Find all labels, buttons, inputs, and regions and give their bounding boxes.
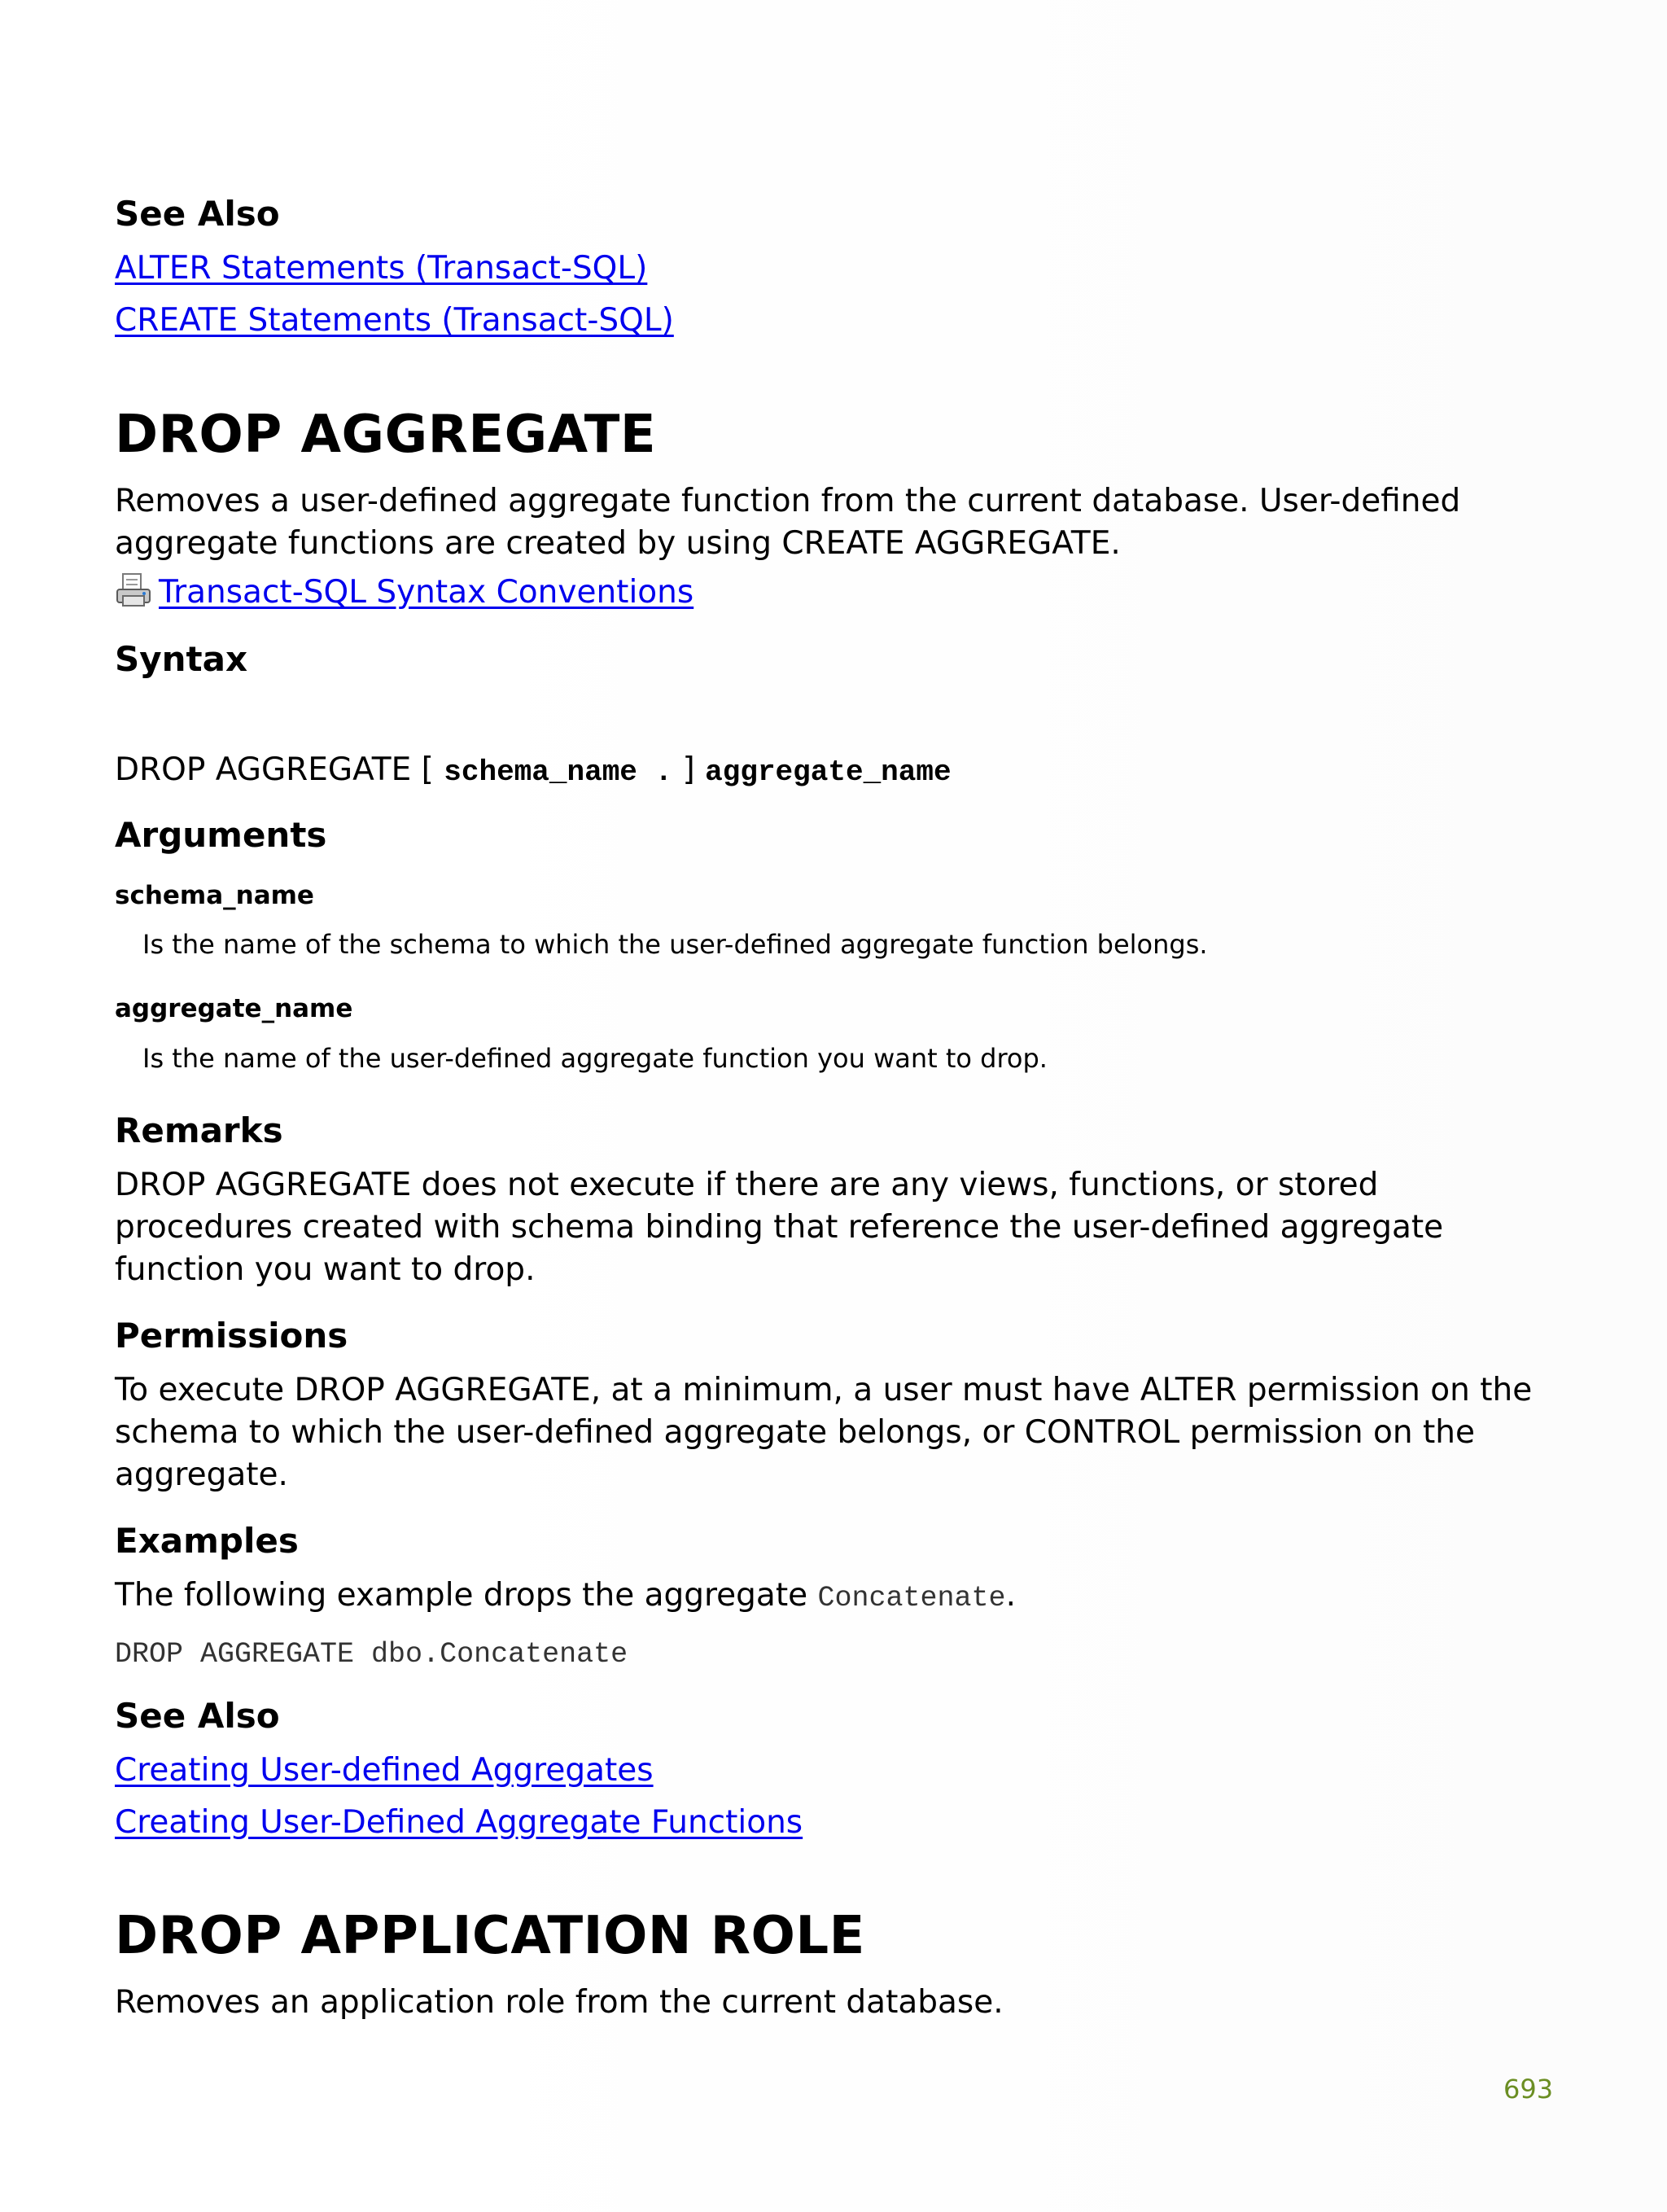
syntax-prefix: DROP AGGREGATE [ [115,751,444,788]
remarks-text: DROP AGGREGATE does not execute if there are any views, functions, or stored procedures created with schema binding that reference the user-defined aggregate function you want to drop. [115,1167,1444,1288]
examples-intro [115,1575,1016,1619]
argument-description: Is the name of the user-defined aggregate function you want to drop. [142,1043,1048,1074]
syntax-aggregate-name: aggregate_name [705,756,952,789]
drop-application-role-description: Removes an application role from the current database. [115,1984,1004,2021]
argument-term: schema_name [115,881,314,910]
link-create-statements[interactable]: CREATE Statements (Transact-SQL) [115,302,674,339]
examples-intro-end: . [1005,1577,1016,1614]
conventions-link-row [115,572,693,614]
examples-inline-code: Concatenate [817,1582,1006,1614]
printer-icon [115,572,152,609]
link-creating-user-defined-aggregates[interactable]: Creating User-defined Aggregates [115,1752,654,1789]
argument-term: aggregate_name [115,994,353,1023]
link-creating-user-defined-aggregate-functions[interactable]: Creating User-Defined Aggregate Functions [115,1804,803,1841]
remarks-heading: Remarks [115,1110,283,1150]
syntax-heading: Syntax [115,639,248,679]
see-also-heading: See Also [115,194,280,234]
arguments-heading: Arguments [115,815,327,855]
syntax-statement [115,749,952,794]
examples-heading: Examples [115,1521,299,1561]
link-syntax-conventions[interactable]: Transact-SQL Syntax Conventions [159,574,694,611]
drop-aggregate-description: Removes a user-defined aggregate function from the current database. User-defined aggregate functions are created by using CREATE AGGREGATE. [115,483,1461,562]
drop-application-role-title: DROP APPLICATION ROLE [115,1906,865,1966]
drop-aggregate-title: DROP AGGREGATE [115,405,657,465]
link-alter-statements[interactable]: ALTER Statements (Transact-SQL) [115,250,648,287]
example-code: DROP AGGREGATE dbo.Concatenate [115,1638,628,1671]
permissions-heading: Permissions [115,1316,348,1356]
examples-intro-text: The following example drops the aggregate [115,1577,818,1614]
argument-description: Is the name of the schema to which the user-defined aggregate function belongs. [142,929,1208,960]
syntax-middle: ] [672,751,706,788]
see-also-heading: See Also [115,1696,280,1736]
syntax-schema-name: schema_name . [444,756,673,789]
permissions-text: To execute DROP AGGREGATE, at a minimum, a user must have ALTER permission on the schema to which the user-defined aggregate belongs, or CONTROL permission on the aggregate. [115,1372,1533,1493]
page-number: 693 [1503,2074,1554,2105]
